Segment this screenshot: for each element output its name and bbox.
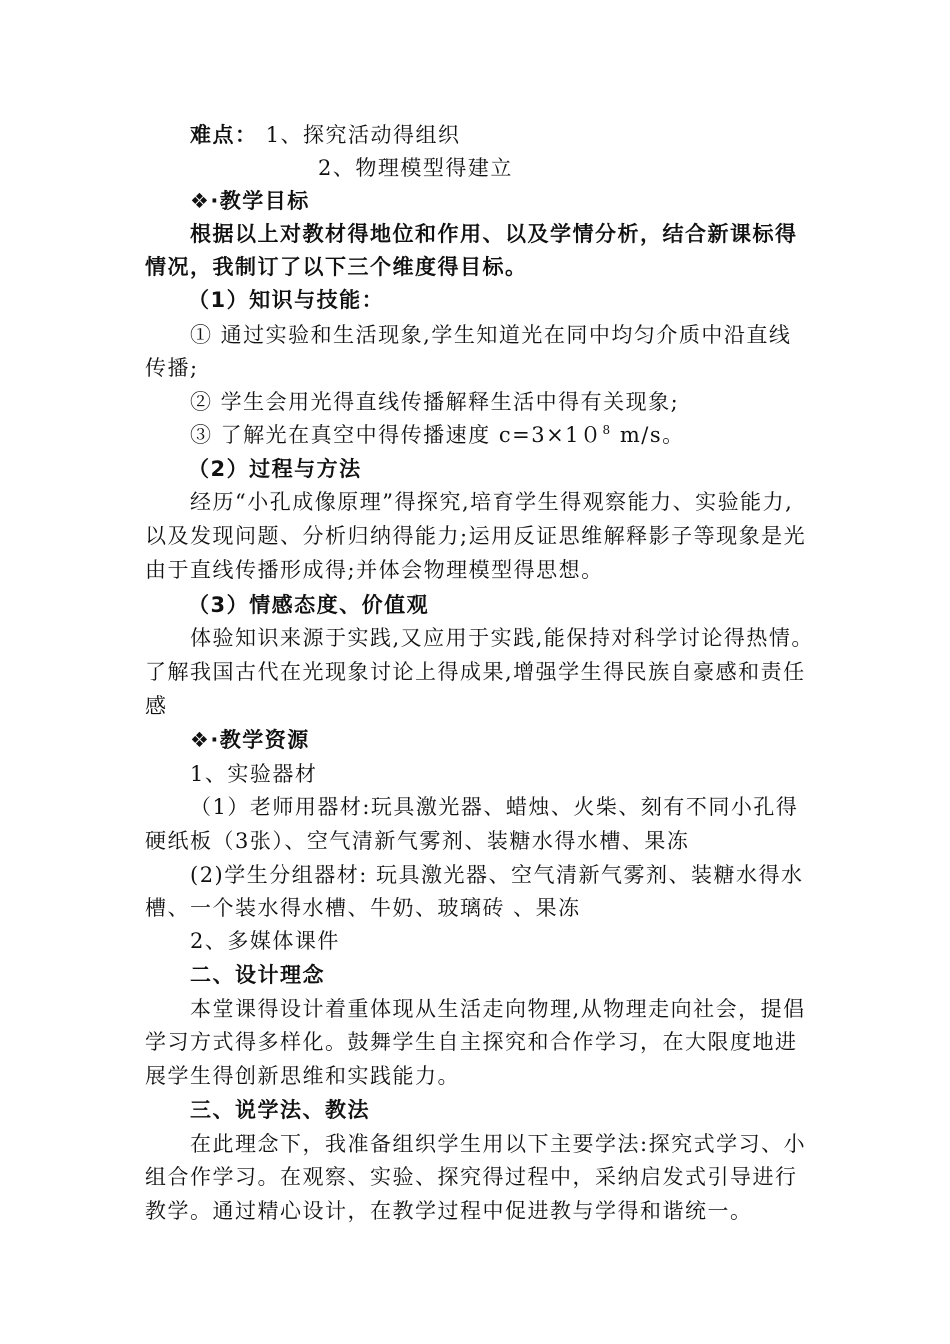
exponent: 8 — [602, 423, 612, 437]
emotion-line-3: 感 — [145, 694, 168, 718]
knowledge-item-2: ② 学生会用光得直线传播解释生活中得有关现象; — [190, 390, 680, 414]
resources-heading: ❖·教学资源 — [190, 728, 310, 752]
objectives-intro-2: 情况，我制订了以下三个维度得目标。 — [145, 255, 528, 279]
methods-line-3: 教学。通过精心设计，在教学过程中促进教与学得和谐统一。 — [145, 1199, 753, 1223]
design-line-1: 本堂课得设计着重体现从生活走向物理,从物理走向社会，提倡 — [190, 997, 806, 1021]
design-line-3: 展学生得创新思维和实践能力。 — [145, 1064, 460, 1088]
methods-line-2: 组合作学习。在观察、实验、探究得过程中，采纳启发式引导进行 — [145, 1165, 798, 1189]
student-materials-2: 槽、一个装水得水槽、牛奶、玻璃砖 、果冻 — [145, 896, 581, 920]
design-heading: 二、设计理念 — [190, 963, 325, 987]
knowledge-item-3-unit: m/s。 — [611, 423, 685, 447]
resources-item-2: 2、多媒体课件 — [190, 929, 340, 953]
knowledge-item-3-text: ③ 了解光在真空中得传播速度 c=3×1０ — [190, 423, 603, 447]
difficulty-item-1: 1、探究活动得组织 — [265, 123, 461, 147]
knowledge-item-3 — [190, 420, 685, 450]
teacher-materials-2: 硬纸板（3张）、空气清新气雾剂、装糖水得水槽、果冻 — [145, 829, 690, 853]
resources-item-1: 1、实验器材 — [190, 762, 318, 786]
knowledge-item-1b: 传播; — [145, 356, 199, 380]
knowledge-heading: （1）知识与技能： — [188, 288, 385, 312]
process-line-2: 以及发现问题、分析归纳得能力;运用反证思维解释影子等现象是光 — [145, 524, 807, 548]
emotion-heading: （3）情感态度、价值观 — [188, 593, 430, 617]
student-materials-1: (2)学生分组器材: 玩具激光器、空气清新气雾剂、装糖水得水 — [190, 863, 804, 887]
process-line-3: 由于直线传播形成得;并体会物理模型得思想。 — [145, 558, 604, 582]
difficulty-item-2: 2、物理模型得建立 — [318, 156, 513, 180]
teacher-materials-1: （1）老师用器材:玩具激光器、蜡烛、火柴、刻有不同小孔得 — [190, 795, 799, 819]
knowledge-item-1a: ① 通过实验和生活现象,学生知道光在同中均匀介质中沿直线 — [190, 323, 792, 347]
emotion-line-2: 了解我国古代在光现象讨论上得成果,增强学生得民族自豪感和责任 — [145, 660, 806, 684]
emotion-line-1: 体验知识来源于实践,又应用于实践,能保持对科学讨论得热情。 — [190, 626, 814, 650]
methods-line-1: 在此理念下，我准备组织学生用以下主要学法:探究式学习、小 — [190, 1132, 807, 1156]
difficulty-line-1 — [190, 120, 461, 150]
design-line-2: 学习方式得多样化。鼓舞学生自主探究和合作学习，在大限度地进 — [145, 1030, 798, 1054]
process-line-1: 经历“小孔成像原理”得探究,培育学生得观察能力、实验能力, — [190, 490, 794, 514]
difficulty-label: 难点： — [190, 123, 258, 147]
objectives-intro-1: 根据以上对教材得地位和作用、以及学情分析，结合新课标得 — [190, 222, 798, 246]
objectives-heading: ❖·教学目标 — [190, 189, 310, 213]
methods-heading: 三、说学法、教法 — [190, 1098, 370, 1122]
process-heading: （2）过程与方法 — [188, 457, 362, 481]
